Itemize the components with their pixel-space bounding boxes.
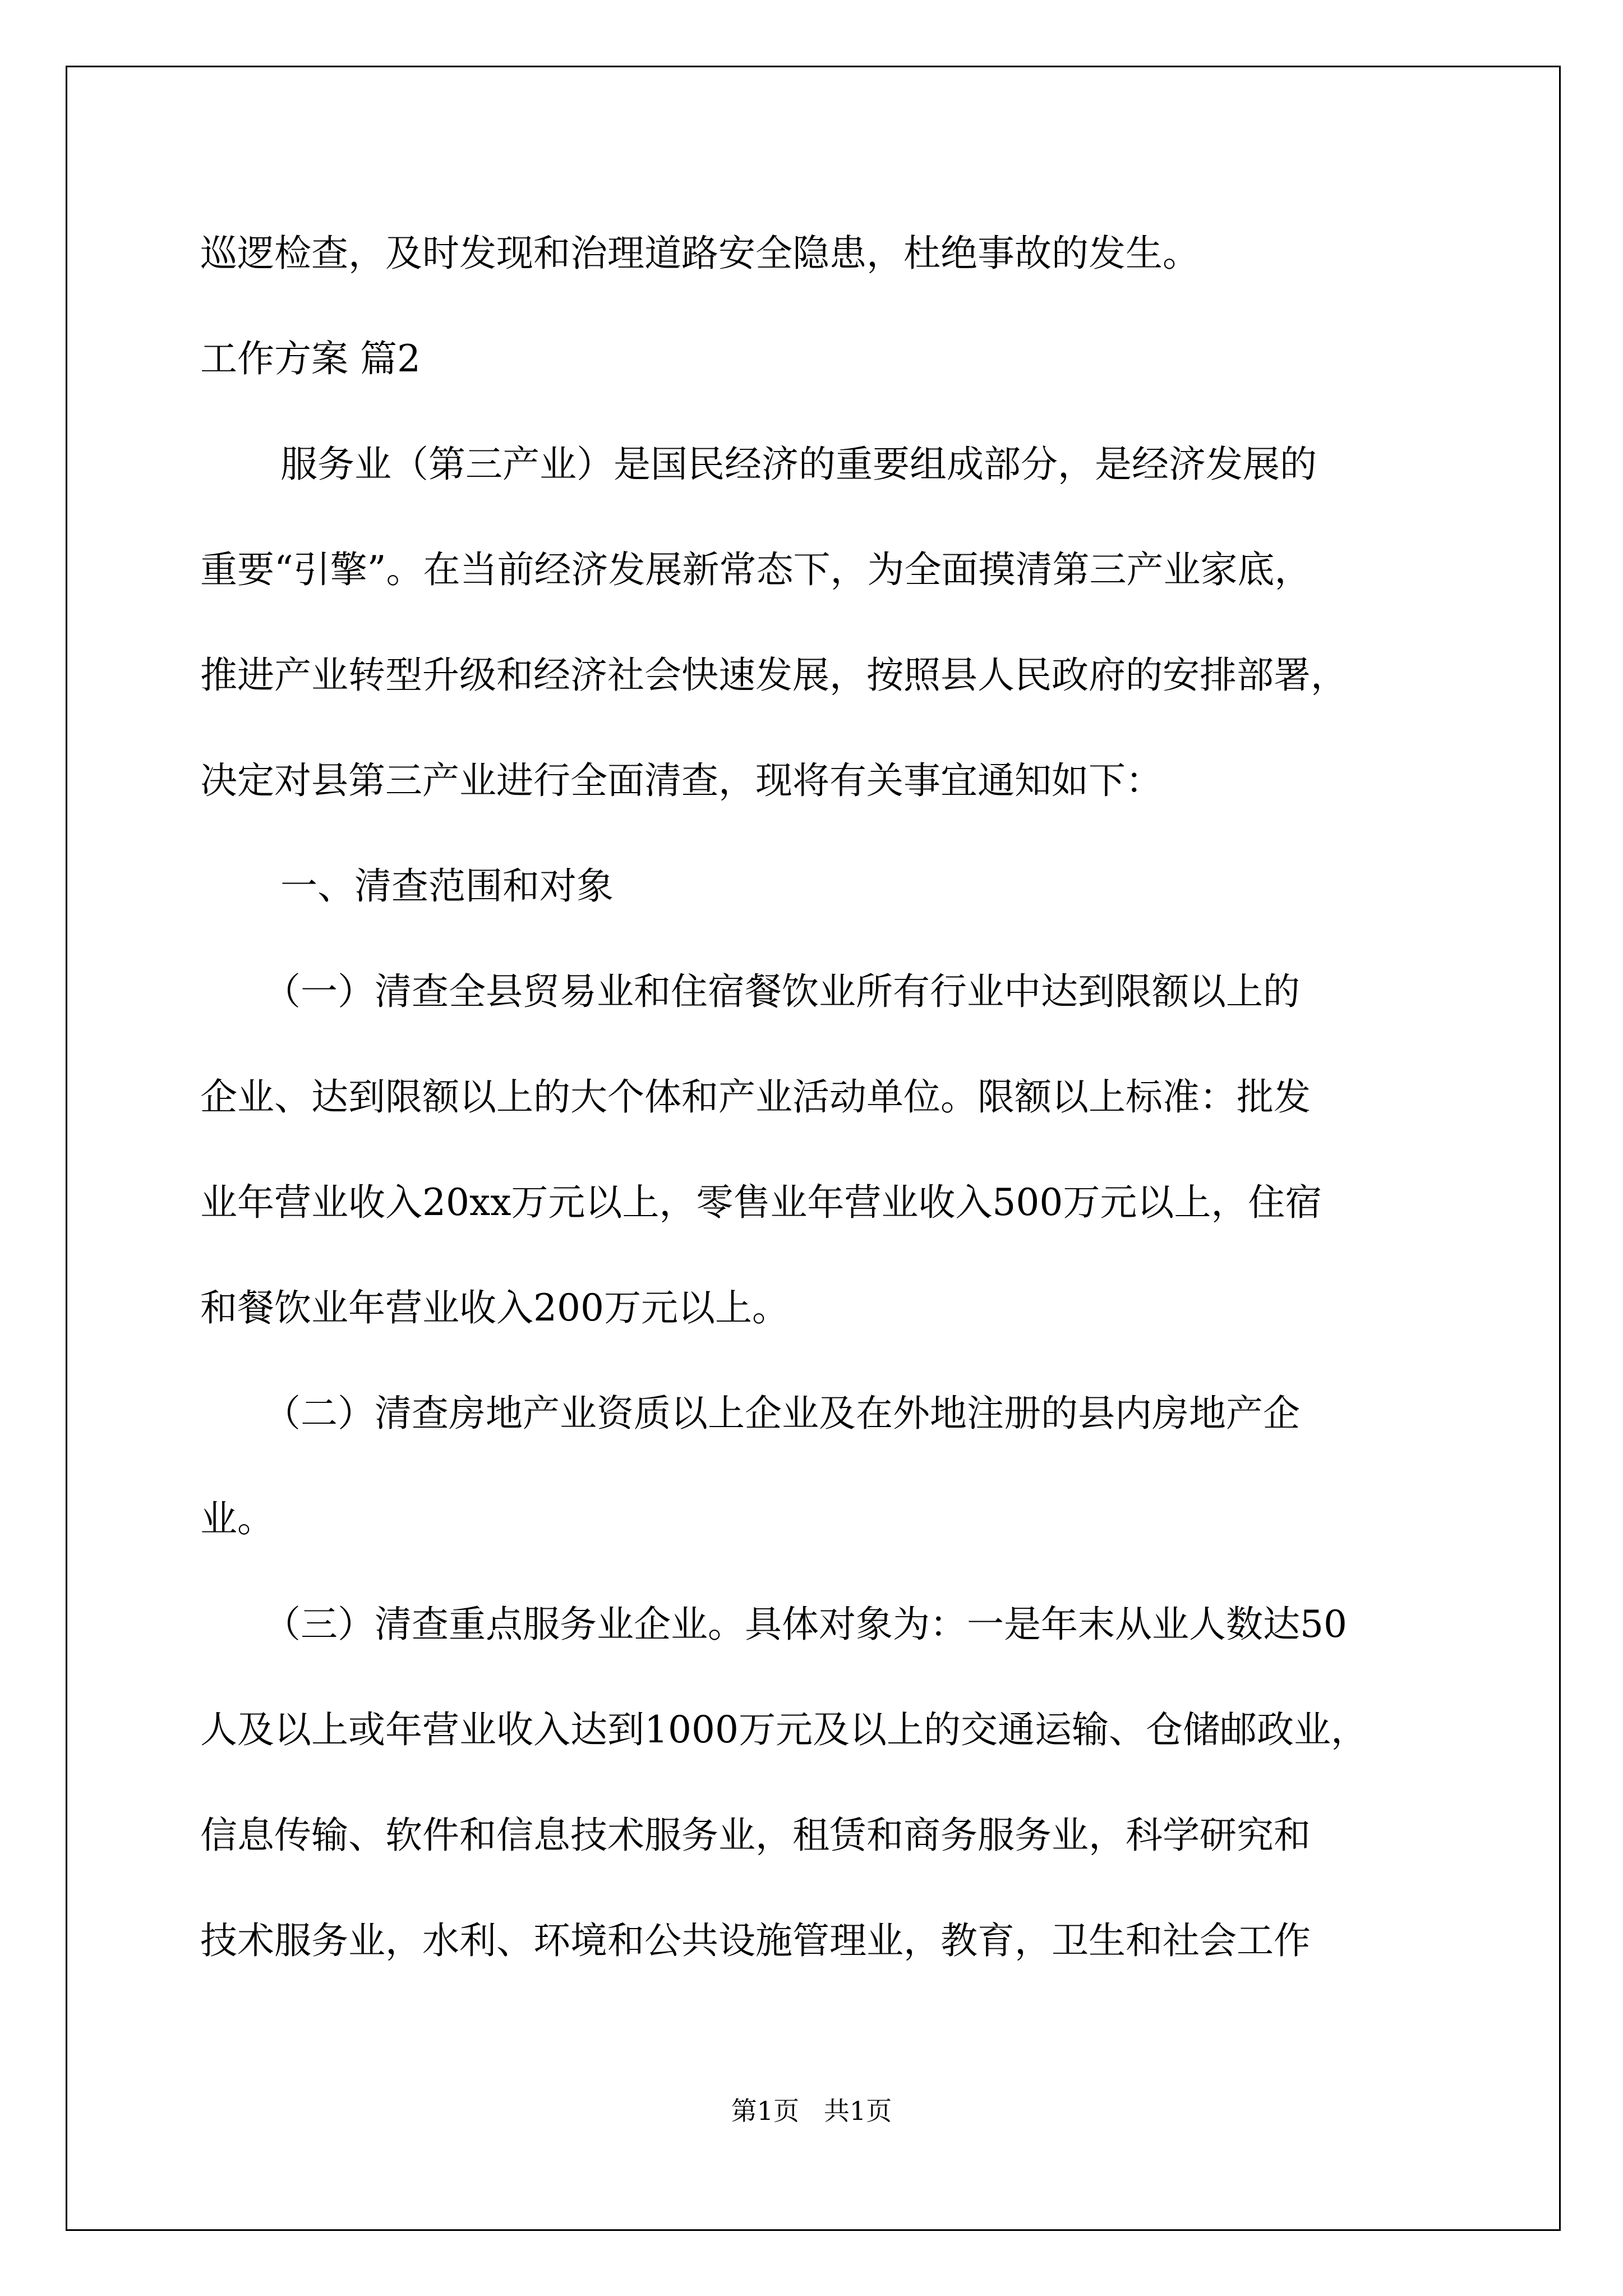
subsection-heading: 一、清查范围和对象 [280, 864, 614, 908]
paragraph-line: 业。 [200, 1497, 274, 1540]
paragraph-line: （一）清查全县贸易业和住宿餐饮业所有行业中达到限额以上的 [264, 970, 1300, 1013]
page-number-footer: 第1页 共1页 [731, 2096, 892, 2126]
paragraph-line: 服务业（第三产业）是国民经济的重要组成部分，是经济发展的 [280, 443, 1317, 486]
paragraph-line: 人及以上或年营业收入达到1000万元及以上的交通运输、仓储邮政业， [200, 1708, 1368, 1751]
paragraph-line: 企业、达到限额以上的大个体和产业活动单位。限额以上标准：批发 [200, 1075, 1311, 1119]
paragraph-line: （三）清查重点服务业企业。具体对象为：一是年末从业人数达50 [264, 1603, 1347, 1646]
paragraph-line: 重要“引擎”。在当前经济发展新常态下，为全面摸清第三产业家底， [200, 548, 1312, 591]
paragraph-line: 和餐饮业年营业收入200万元以上。 [200, 1286, 789, 1329]
page-border [66, 66, 1561, 2231]
section-heading: 工作方案 篇2 [200, 337, 421, 380]
paragraph-line: （二）清查房地产业资质以上企业及在外地注册的县内房地产企 [264, 1392, 1300, 1435]
paragraph-line: 技术服务业，水利、环境和公共设施管理业，教育，卫生和社会工作 [200, 1919, 1311, 1962]
paragraph-line: 信息传输、软件和信息技术服务业，租赁和商务服务业，科学研究和 [200, 1814, 1311, 1857]
paragraph-line: 巡逻检查，及时发现和治理道路安全隐患，杜绝事故的发生。 [200, 232, 1200, 275]
paragraph-line: 业年营业收入20xx万元以上，零售业年营业收入500万元以上，住宿 [200, 1181, 1322, 1224]
paragraph-line: 推进产业转型升级和经济社会快速发展，按照县人民政府的安排部署， [200, 654, 1348, 697]
paragraph-line: 决定对县第三产业进行全面清查，现将有关事宜通知如下： [200, 759, 1163, 802]
